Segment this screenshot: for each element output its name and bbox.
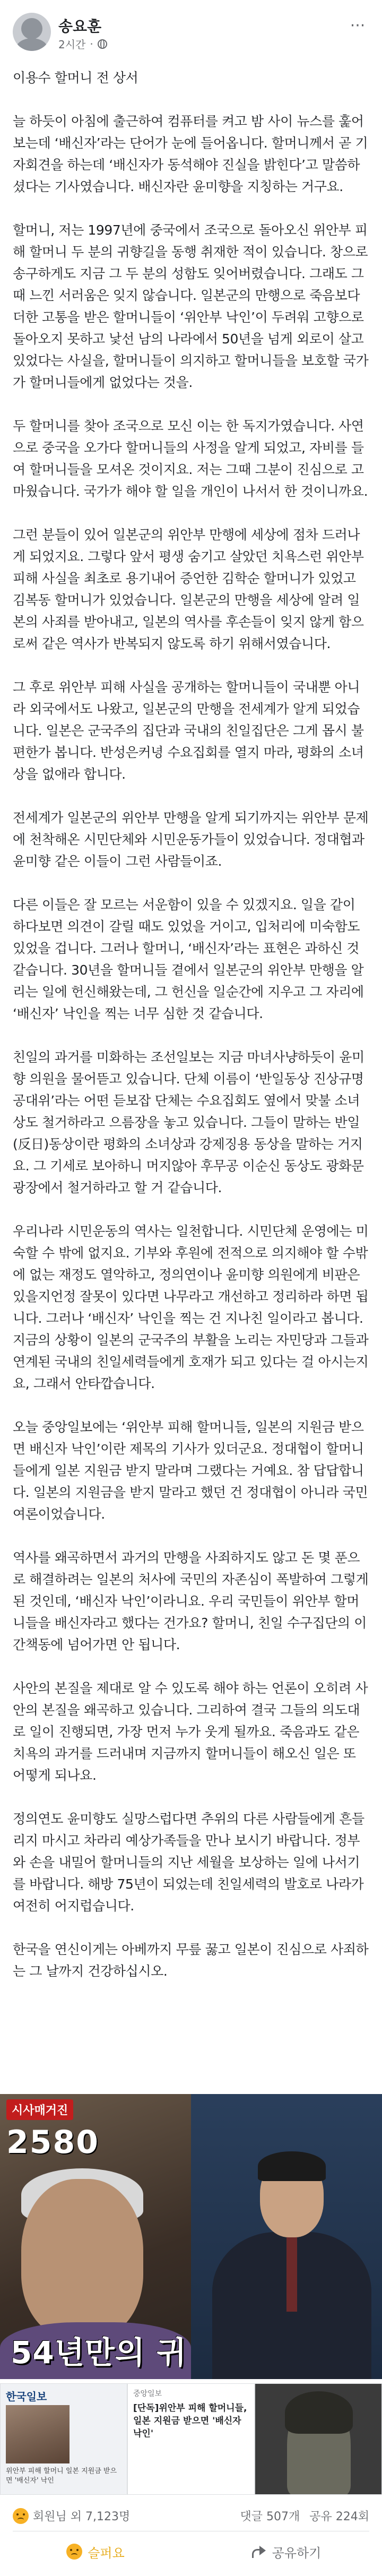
post-paragraph: 한국을 연신이게는 아베까지 무릎 꿇고 일본이 진심으로 사죄하는 그 날까지 건강하십시오. <box>13 1942 369 1979</box>
author-name[interactable]: 송요훈 <box>58 18 102 35</box>
news-still-left <box>0 2094 191 2379</box>
thumbnail-source: 중앙일보 <box>133 2390 162 2398</box>
post-paragraph: 할머니, 저는 1997년에 중국에서 조국으로 돌아오신 위안부 피해 할머니 두 분의 귀향길을 동행 취재한 적이 있습니다. 창으로 송구하게도 지금 그 두 분의 성함도 잊어버렸습니다. 그래도 그때 느낀 서러움은 잊지 않습니다. 일본군의 만행으로 죽음보다 더한 고통을 받은 할머니들이 ‘위안부 낙인’이 두려워 고향으로 돌아오지 못하고 낯선 남의 나라에서 50년을 넘게 외로이 살고 있었다는 사실을, 할머니들이 의지하고 할머니들을 보호할 국가가 할머니들에게 없었다는 것을. <box>13 222 372 390</box>
sad-reaction-icon <box>66 2544 82 2560</box>
post-image[interactable] <box>0 2094 382 2379</box>
thumbnail-headline: [단독]위안부 피해 할머니들, 일본 지원금 받으면 '배신자 낙인' <box>133 2403 247 2439</box>
share-icon <box>252 2546 267 2557</box>
post-paragraph: 역사를 왜곡하면서 과거의 만행을 사죄하지도 않고 돈 몇 푼으로 해결하려는 일본의 처사에 국민의 자존심이 폭발하여 그렇게 된 것인데, ‘배신자 낙인’이라니요. 우리 국민들이 위안부 할머니들을 배신자라고 했다는 건가요? 할머니, 친일 수구집단의 이간책동에 넘어가면 안 됩니다. <box>13 1550 372 1652</box>
reaction-count: 회원님 외 7,123명 <box>33 2510 131 2523</box>
image-caption: 54년만의 귀 <box>11 2334 187 2371</box>
post-paragraph: 우리나라 시민운동의 역사는 일천합니다. 시민단체 운영에는 미숙할 수 밖에 없지요. 기부와 후원에 전적으로 의지해야 할 수밖에 없는 재정도 열악하고, 정의연이나 윤미향 의원에게 비판은 있을지언정 잘못이 있다면 나무라고 개선하고 정리하라 하면 됩니다. 그러나 ‘배신자’ 낙인을 찍는 건 지나친 일이라고 봅니다. 지금의 상황이 일본의 군국주의 부활을 노리는 자민당과 그들과 연계된 국내의 친일세력들에게 호재가 되고 있다는 걸 아시는지요, 그래서 안타깝습니다. <box>13 1224 372 1391</box>
image-strip <box>0 2383 382 2495</box>
reaction-button[interactable] <box>0 2533 191 2570</box>
share-count[interactable]: 공유 224회 <box>309 2510 369 2523</box>
reaction-summary[interactable] <box>13 2508 130 2524</box>
post-paragraph: 그런 분들이 있어 일본군의 위안부 만행에 세상에 점차 드러나게 되었지요. 그렇다 앞서 평생 숨기고 살았던 치욕스런 위안부 피해 사실을 최초로 용기내어 증언한 김학순 할머니가 있었고 김복동 할머니가 있었습니다. 일본군의 만행을 세상에 알려 일본의 사죄를 받아내고, 일본의 역사를 후손들이 잊지 않게 함으로써 같은 역사가 반복되지 않도록 하기 위해서였습니다. <box>13 527 368 651</box>
action-bar <box>0 2533 382 2570</box>
post-body <box>13 67 372 2004</box>
program-logo: 시사매거진 <box>6 2099 73 2120</box>
avatar[interactable] <box>13 13 51 51</box>
share-button[interactable] <box>191 2533 382 2570</box>
anchor-tie <box>286 2237 297 2312</box>
elderly-woman-face <box>21 2179 143 2338</box>
thumbnail-photo <box>6 2405 70 2463</box>
engagement-stats <box>13 2504 369 2528</box>
globe-icon <box>98 39 107 49</box>
post-paragraph: 늘 하듯이 아침에 출근하여 컴퓨터를 켜고 밤 사이 뉴스를 훑어보는데 ‘배신자’라는 단어가 눈에 들어옵니다. 할머니께서 곧 기자회견을 하는데 ‘배신자가 동석해야 진실을 밝힌다’고 말씀하셨다는 기사였습니다. 배신자란 윤미향을 지칭하는 거구요. <box>13 114 368 194</box>
more-options-button[interactable]: ··· <box>350 16 366 35</box>
statue-hair <box>285 2391 353 2434</box>
post-time[interactable]: 2시간 <box>58 38 86 51</box>
post-paragraph: 친일의 과거를 미화하는 조선일보는 지금 마녀사냥하듯이 윤미향 의원을 물어뜯고 있습니다. 단체 이름이 ‘반일동상 진상규명 공대위’라는 어떤 듣보잡 단체는 수요집회도 옆에서 맞불 소녀상도 철거하라고 으름장을 놓고 있습니다. 그들이 말하는 반일(反日)동상이란 평화의 소녀상과 강제징용 동상을 말하는 거지요. 그 기세로 보아하니 머지않아 후무공 이순신 동상도 광화문광장에서 철거하라고 할 거 같습니다. <box>13 1049 368 1195</box>
post-paragraph: 전세계가 일본군의 위안부 만행을 알게 되기까지는 위안부 문제에 천착해온 시민단체와 시민운동가들이 있었습니다. 정대협과 윤미향 같은 이들이 그런 사람들이죠. <box>13 810 369 869</box>
share-button-label: 공유하기 <box>272 2545 322 2561</box>
post-paragraph: 다른 이들은 잘 모르는 서운함이 있을 수 있겠지요. 일을 같이 하다보면 의견이 갈릴 때도 있었을 거이고, 입처리에 미숙함도 있었을 겁니다. 그러나 할머니, ‘배신자’라는 표현은 과하신 것 같습니다. 30년을 할머니들 곁에서 일본군의 위안부 만행을 알리는 일에 헌신해왔는데, 그 헌신을 일순간에 지우고 그 자리에 ‘배신자’ 낙인을 찍는 너무 심한 것 같습니다. <box>13 897 368 1021</box>
post-meta: 2시간 · <box>58 36 107 51</box>
sad-reaction-icon <box>13 2508 29 2524</box>
counts <box>240 2508 370 2524</box>
reaction-button-label: 슬퍼요 <box>88 2545 125 2561</box>
thumbnail-joongang[interactable] <box>127 2383 255 2495</box>
post-paragraph: 두 할머니를 찾아 조국으로 모신 이는 한 독지가였습니다. 사연으로 중국을 오가다 할머니들의 사정을 알게 되었고, 자비를 들여 할머니들을 모셔온 것이지요. 저는 그때 그분이 진심으로 고마웠습니다. 국가가 해야 할 일을 개인이 나서서 한 것이니까요. <box>13 418 368 499</box>
post-header <box>0 0 382 64</box>
post-paragraph: 그 후로 위안부 피해 사실을 공개하는 할머니들이 국내뿐 아니라 외국에서도 나왔고, 일본군의 만행을 전세계가 알게 되었습니다. 일본은 군국주의 집단과 국내의 친일집단은 그게 몹시 불편한가 봅니다. 반성은커녕 수요집회를 열지 마라, 평화의 소녀상을 없애라 합니다. <box>13 679 364 782</box>
program-number: 2580 <box>6 2124 99 2161</box>
thumbnail-hankook[interactable] <box>0 2383 127 2495</box>
comment-count[interactable]: 댓글 507개 <box>240 2510 300 2523</box>
post-paragraph: 정의연도 윤미향도 실망스럽다면 추위의 다른 사람들에게 흔들리지 마시고 차라리 예상가족들을 만나 보시기 바랍니다. 정부와 손을 내밀어 할머니들의 지난 세월을 보상하는 일에 나서기를 바랍니다. 해방 75년이 되었는데 친일세력의 발호로 나라가 여전히 어지럽습니다. <box>13 1811 368 1914</box>
thumbnail-text: 위안부 피해 할머니 일본 지원금 받으면 '배신자' 낙인 <box>6 2467 117 2485</box>
thumbnail-statue[interactable] <box>255 2383 382 2495</box>
post-paragraph: 이용수 할머니 전 상서 <box>13 70 138 85</box>
post-paragraph: 사안의 본질을 제대로 알 수 있도록 해야 하는 언론이 오히려 사안의 본질을 왜곡하고 있습니다. 그리하여 결국 그들의 의도대로 일이 진행되면, 가장 먼저 누가 웃게 될까요. 죽음과도 같은 치욕의 과거를 드러내며 지금까지 할머니들이 해오신 일은 또 어떻게 되나요. <box>13 1681 368 1783</box>
post-paragraph: 오늘 중앙일보에는 ‘위안부 피해 할머니들, 일본의 지원금 받으면 배신자 낙인’이란 제목의 기사가 있더군요. 정대협이 할머니들에게 일본 지원금 받지 말라며 그랬다는 거예요. 참 답답합니다. 일본의 지원금을 받지 말라고 했던 건 정대협이 아니라 국민 여론이었습니다. <box>13 1419 372 1522</box>
anchor-hair <box>258 2151 326 2181</box>
newspaper-logo: 한국일보 <box>6 2390 47 2403</box>
